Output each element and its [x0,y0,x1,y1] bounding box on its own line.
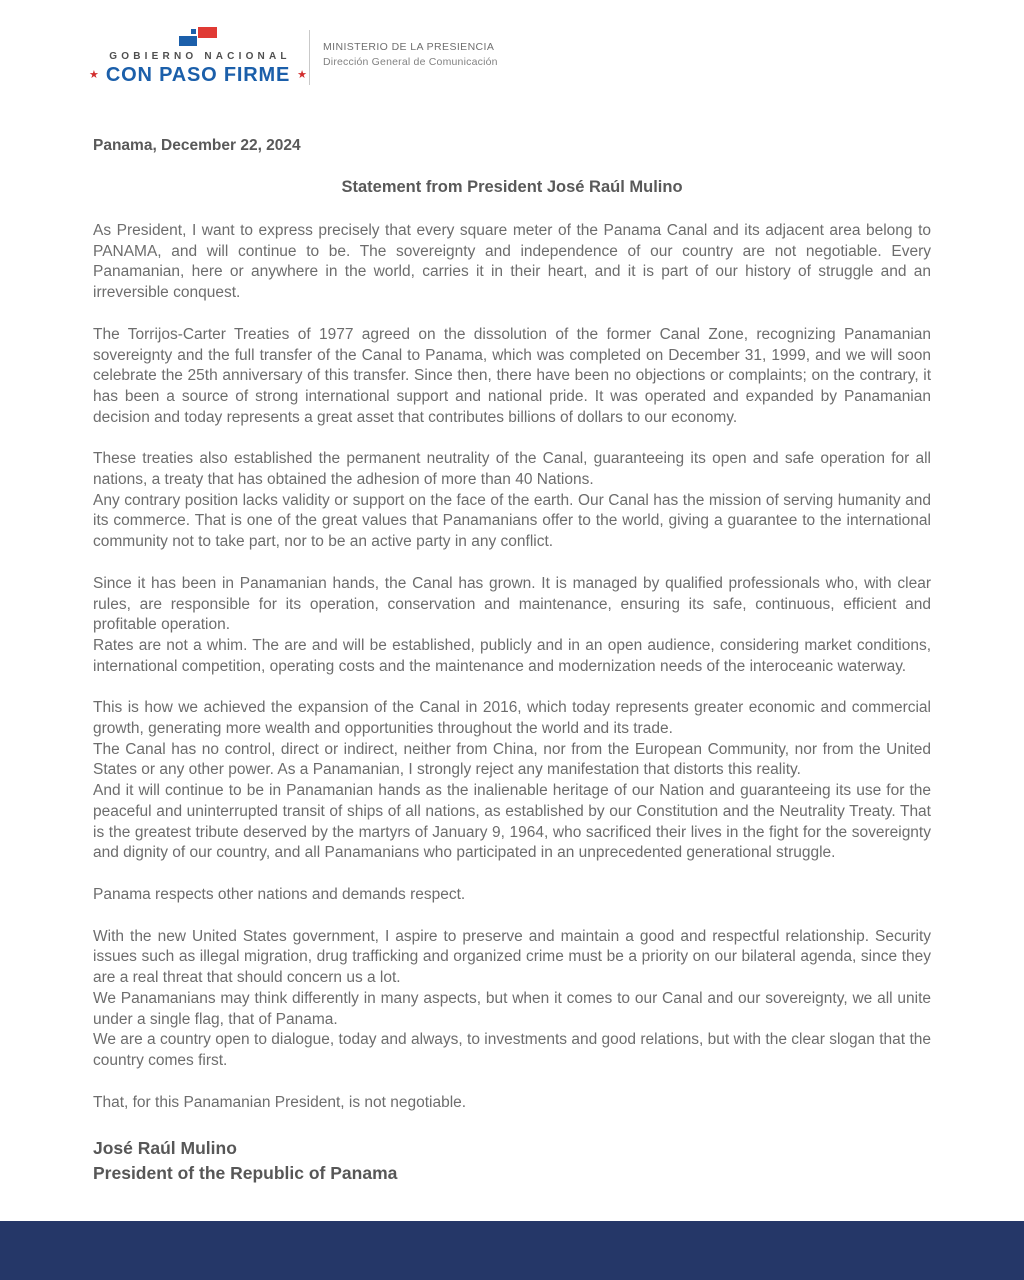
paragraph-line: We Panamanians may think differently in many aspects, but when it comes to our Canal and our sovereignty, we all unite under a single flag, that of Panama. [93,989,931,1028]
paragraph-line: As President, I want to express precisely that every square meter of the Panama Canal and its adjacent area belong to PANAMA, and will continue to be. The sovereignty and independence of our country are not negotiable. Every Panamanian, here or anywhere in the world, carries it in their heart, and it is part of our history of struggle and an irreversible conquest. [93,222,931,302]
panama-flag-icon [177,26,219,48]
paragraph-line: Any contrary position lacks validity or support on the face of the earth. Our Canal has the mission of serving humanity and its commerce. That is one of the great values that Panamanians offer to the world, giving a guarantee to the international community not to take part, nor to be an active party in any conflict. [93,491,931,551]
paragraph-line: These treaties also established the permanent neutrality of the Canal, guaranteeing its open and safe operation for all nations, a treaty that has obtained the adhesion of more than 40 Nations. [93,450,931,489]
flag-blue-quarter [179,36,197,46]
flag-red-quarter [198,27,217,38]
ministry-block [310,26,498,87]
ministry-department: Dirección General de Comunicación [323,56,498,68]
ministry-name: MINISTERIO DE LA PRESIENCIA [323,41,495,53]
paragraph-6 [93,885,931,906]
logo-text-gobierno-nacional: GOBIERNO NACIONAL [109,51,291,62]
paragraph-5 [93,698,931,864]
page-title: Statement from President José Raúl Mulino [341,178,683,196]
paragraph-4 [93,574,931,678]
footer-bar [0,1221,1024,1280]
paragraph-line: We are a country open to dialogue, today and always, to investments and good relations, but with the clear slogan that the country comes first. [93,1031,931,1069]
paragraph-line: The Torrijos-Carter Treaties of 1977 agreed on the dissolution of the former Canal Zone, recognizing Panamanian sovereignty and the full transfer of the Canal to Panama, which was completed on December 31, 1999, and we will soon celebrate the 25th anniversary of this transfer. Since then, there have been no objections or complaints; on the contrary, it has been a source of strong international support and national pride. It was operated and expanded by Panamanian decision and today represents a great asset that contributes billions of dollars to our economy. [93,325,931,426]
signature-role: President of the Republic of Panama [93,1163,398,1184]
signature-block [93,1136,931,1186]
paragraph-3 [93,449,931,553]
statement-body [93,221,931,1186]
paragraph-8 [93,1093,931,1114]
logo-slogan: CON PASO FIRME [105,64,291,86]
paragraph-line: Since it has been in Panamanian hands, the Canal has grown. It is managed by qualified professionals who, with clear rules, are responsible for its operation, conservation and maintenance, ensuring its safe, continuous, efficient and profitable operation. [93,574,931,634]
paragraph-line: And it will continue to be in Panamanian hands as the inalienable heritage of our Nation and guaranteeing its use for the peaceful and uninterrupted transit of ships of all nations, as established by our Constitution and the Neutrality Treaty. That is the greatest tribute deserved by the martyrs of January 9, 1964, who sacrificed their lives in the fight for the sovereignty and dignity of our country, and all Panamanians who participated in an unprecedented generational struggle. [93,782,931,862]
paragraph-line: That, for this Panamanian President, is not negotiable. [93,1093,467,1111]
paragraph-line: This is how we achieved the expansion of the Canal in 2016, which today represents greater economic and commercial growth, generating more wealth and opportunities throughout the world and its trade. [93,699,931,738]
red-star-icon: ★ [89,69,99,81]
paragraph-line: Panama respects other nations and demands respect. [93,885,466,903]
paragraph-2 [93,325,931,429]
government-logo [89,26,307,87]
logo-text-con-paso-firme [89,64,307,87]
red-star-icon: ★ [297,69,307,81]
signature-name: José Raúl Mulino [93,1138,237,1159]
letterhead [89,26,498,87]
paragraph-1 [93,221,931,304]
paragraph-line: With the new United States government, I aspire to preserve and maintain a good and respectful relationship. Security issues such as illegal migration, drug trafficking and organized crime must be a priority on our bilateral agenda, since they are a real threat that should concern us a lot. [93,927,931,987]
dateline: Panama, December 22, 2024 [93,137,301,154]
flag-star-dot [191,29,196,34]
paragraph-7 [93,927,931,1072]
paragraph-line: Rates are not a whim. The are and will be established, publicly and in an open audience, considering market conditions, international competition, operating costs and the maintenance and modernization needs of the interoceanic waterway. [93,636,931,675]
paragraph-line: The Canal has no control, direct or indirect, neither from China, nor from the European Community, nor from the United States or any other power. As a Panamanian, I strongly reject any manifestation that distorts this reality. [93,740,931,779]
